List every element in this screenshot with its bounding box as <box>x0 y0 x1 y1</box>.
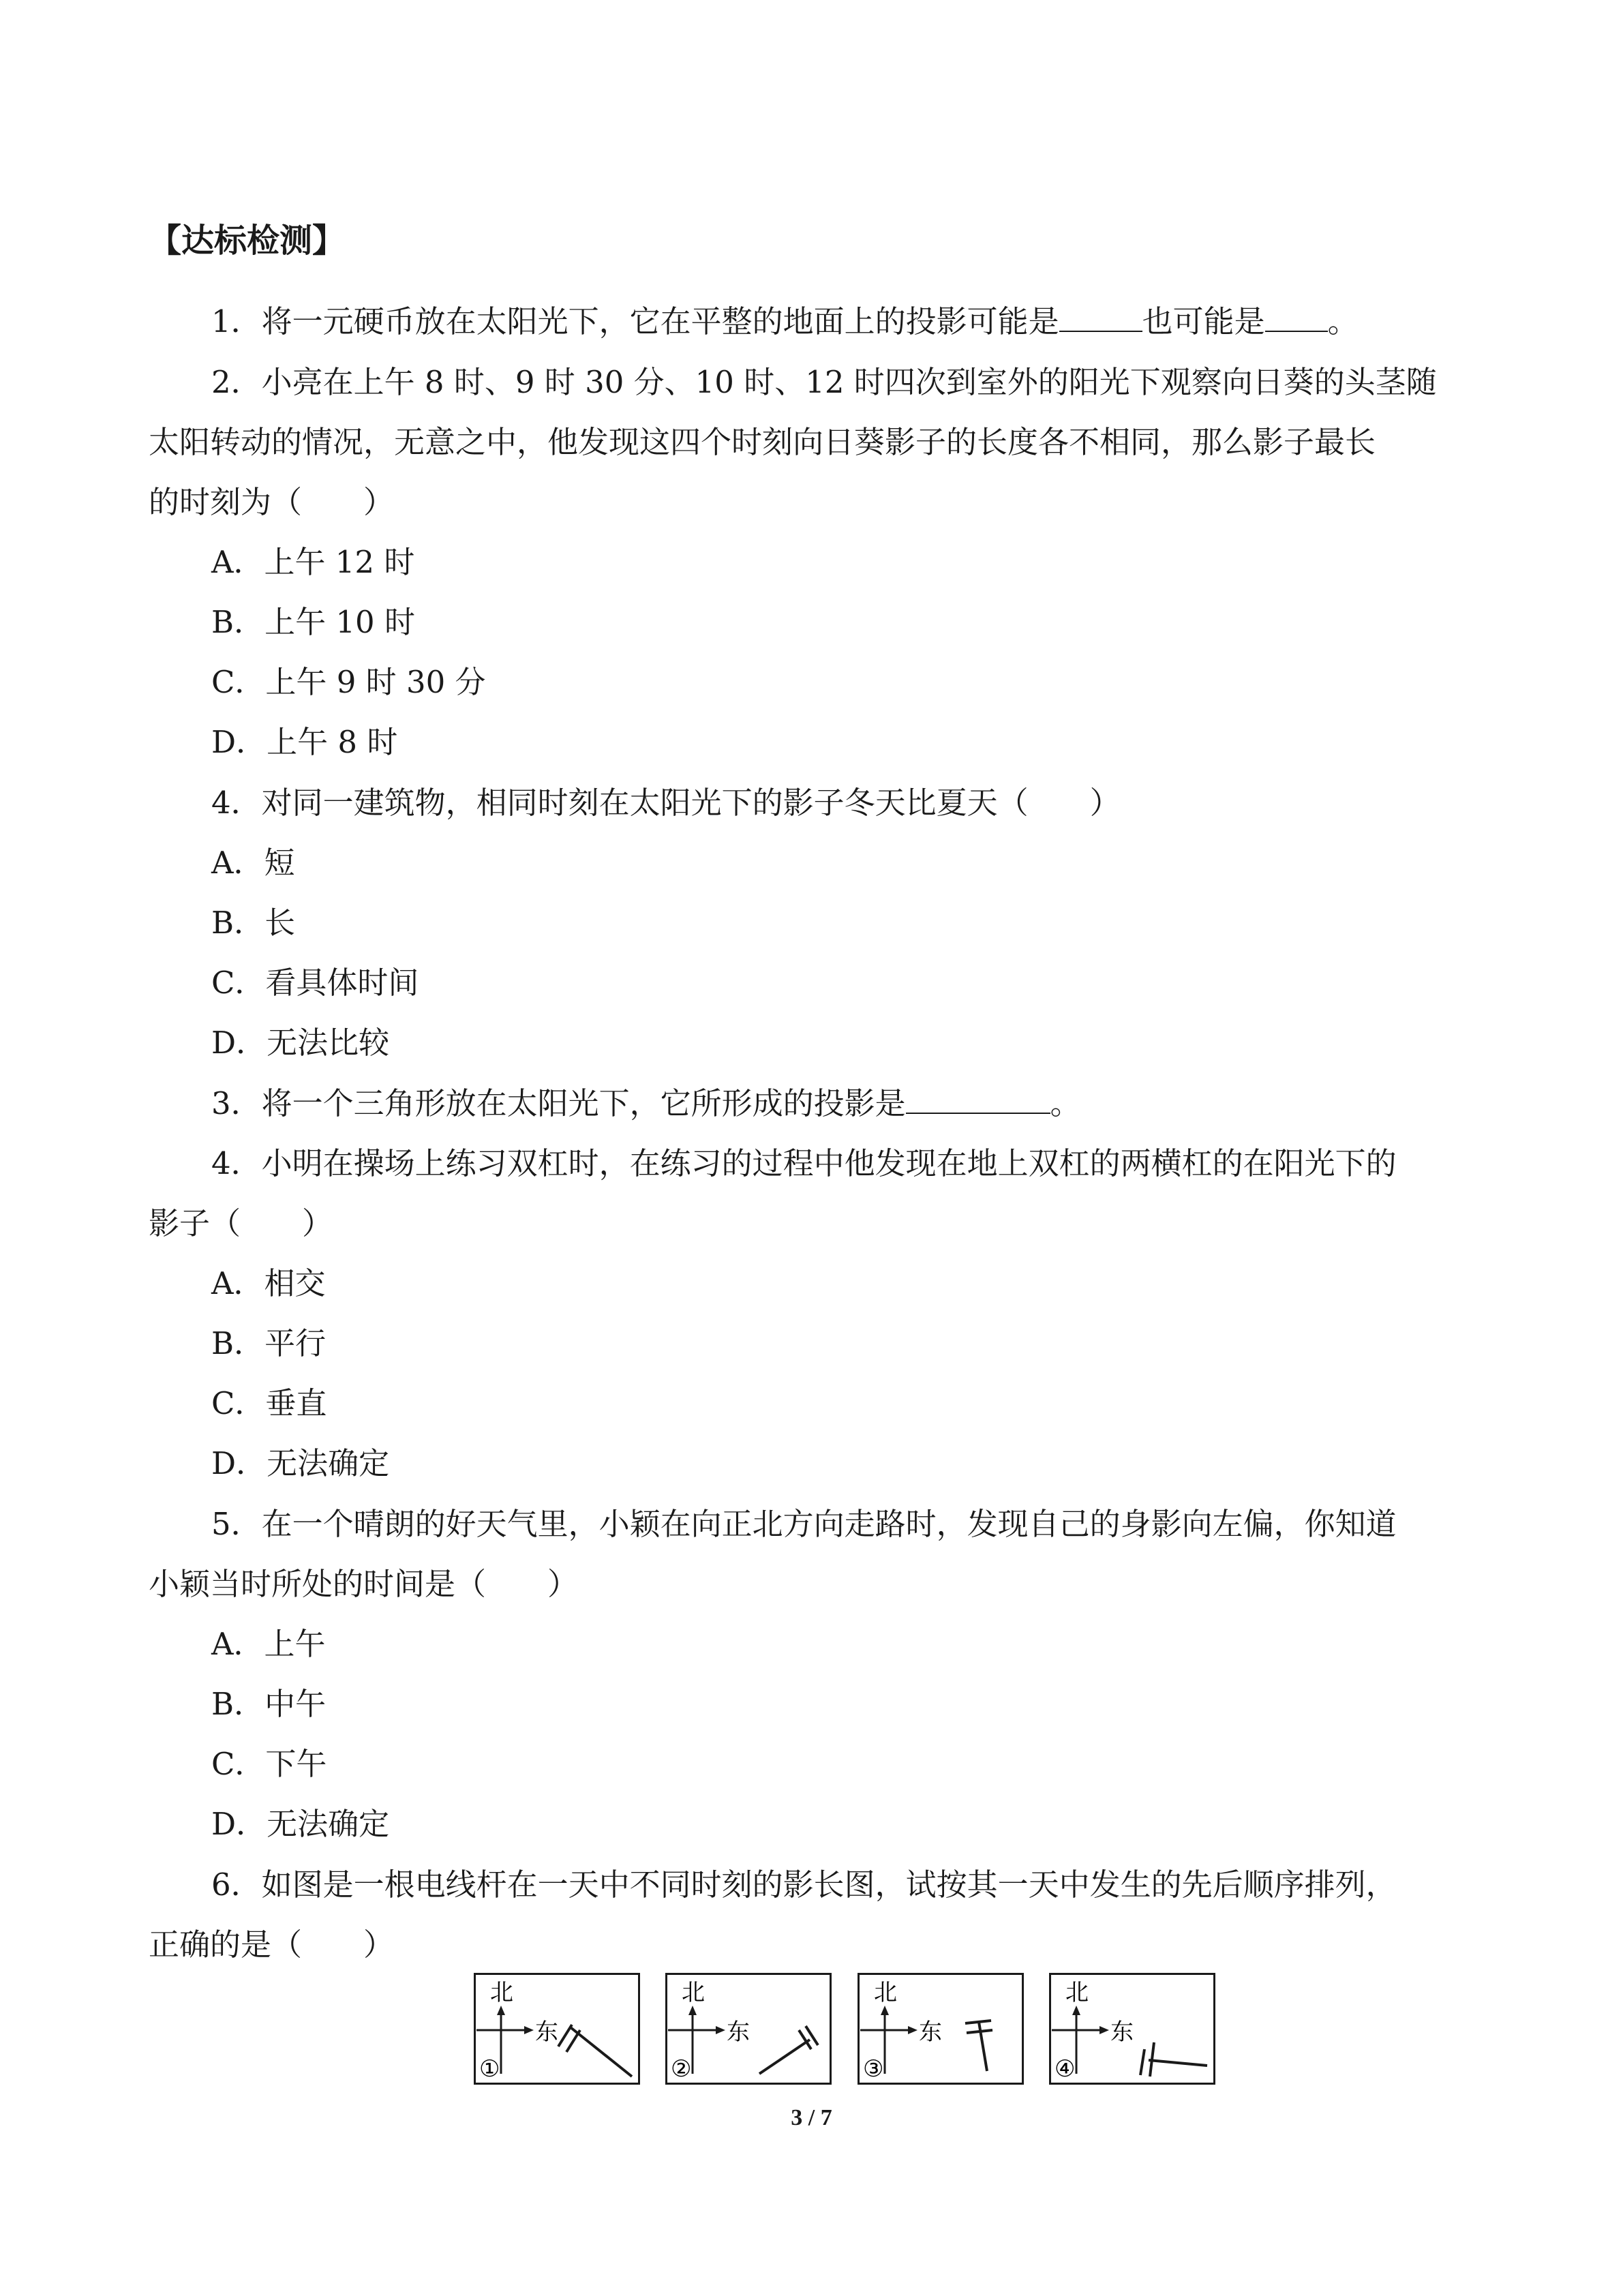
option-d: D．无法确定 <box>211 1445 390 1481</box>
figure-2 <box>665 1973 832 2085</box>
question-3: 3．将一个三角形放在太阳光下，它所形成的投影是 。 <box>211 1080 1081 1128</box>
figure-number: ③ <box>863 2055 884 2083</box>
option-c: C．上午 9 时 30 分 <box>211 664 486 700</box>
question-6-line-2: 正确的是（ ） <box>149 1927 395 1963</box>
figure-1 <box>474 1973 640 2085</box>
question-2-line-2: 太阳转动的情况，无意之中，他发现这四个时刻向日葵影子的长度各不相同，那么影子最长 <box>149 424 1376 460</box>
question-5-line-1: 5．在一个晴朗的好天气里，小颖在向正北方向走路时，发现自己的身影向左偏，你知道 <box>211 1506 1397 1542</box>
option-b: B．上午 10 时 <box>211 604 415 640</box>
north-label: 北 <box>682 1979 705 2006</box>
shadow-diagram-4 <box>1049 1973 1215 2085</box>
north-label: 北 <box>1065 1979 1089 2006</box>
question-1: 1．将一元硬币放在太阳光下，它在平整的地面上的投影可能是 也可能是 。 <box>211 298 1359 346</box>
figure-number: ② <box>671 2055 692 2083</box>
east-label: 东 <box>535 2019 558 2046</box>
north-label: 北 <box>490 1979 513 2006</box>
shadow-diagram-2 <box>665 1973 832 2085</box>
east-label: 东 <box>919 2019 942 2046</box>
figure-number: ④ <box>1055 2055 1076 2083</box>
east-label: 东 <box>727 2019 750 2046</box>
figure-number: ① <box>479 2055 500 2083</box>
figure-4 <box>1049 1973 1215 2085</box>
answer-blank <box>906 1083 1050 1114</box>
option-a: A．相交 <box>211 1265 326 1301</box>
question-4a-line-1: 4．对同一建筑物，相同时刻在太阳光下的影子冬天比夏天（ ） <box>211 785 1121 821</box>
option-d: D．无法比较 <box>211 1025 390 1061</box>
option-d: D．上午 8 时 <box>211 724 398 760</box>
question-6-line-1: 6．如图是一根电线杆在一天中不同时刻的影长图，试按其一天中发生的先后顺序排列， <box>211 1867 1397 1903</box>
question-2-line-1: 2．小亮在上午 8 时、9 时 30 分、10 时、12 时四次到室外的阳光下观察向日葵的头茎随 <box>211 364 1437 400</box>
option-c: C．垂直 <box>211 1385 327 1421</box>
east-label: 东 <box>1110 2019 1134 2046</box>
option-b: B．长 <box>211 905 296 941</box>
section-title: 【达标检测】 <box>149 222 346 260</box>
figure-3 <box>858 1973 1024 2085</box>
question-4b-line-2: 影子（ ） <box>149 1205 333 1241</box>
option-a: A．上午 12 时 <box>211 544 415 580</box>
question-2-line-3: 的时刻为（ ） <box>149 484 395 520</box>
option-b: B．平行 <box>211 1325 327 1361</box>
option-a: A．短 <box>211 845 295 881</box>
option-a: A．上午 <box>211 1626 326 1662</box>
option-c: C．看具体时间 <box>211 965 419 1001</box>
shadow-diagram-1 <box>474 1973 640 2085</box>
answer-blank <box>1059 301 1142 332</box>
answer-blank <box>1265 301 1328 332</box>
option-c: C．下午 <box>211 1746 327 1782</box>
question-4b-line-1: 4．小明在操场上练习双杠时，在练习的过程中他发现在地上双杠的两横杠的在阳光下的 <box>211 1145 1397 1181</box>
shadow-diagram-3 <box>858 1973 1024 2085</box>
north-label: 北 <box>874 1979 897 2006</box>
option-d: D．无法确定 <box>211 1806 390 1842</box>
shadow-figures <box>474 1973 1224 2085</box>
question-5-line-2: 小颖当时所处的时间是（ ） <box>149 1566 579 1602</box>
page-number: 3 / 7 <box>791 2105 832 2130</box>
option-b: B．中午 <box>211 1686 327 1722</box>
